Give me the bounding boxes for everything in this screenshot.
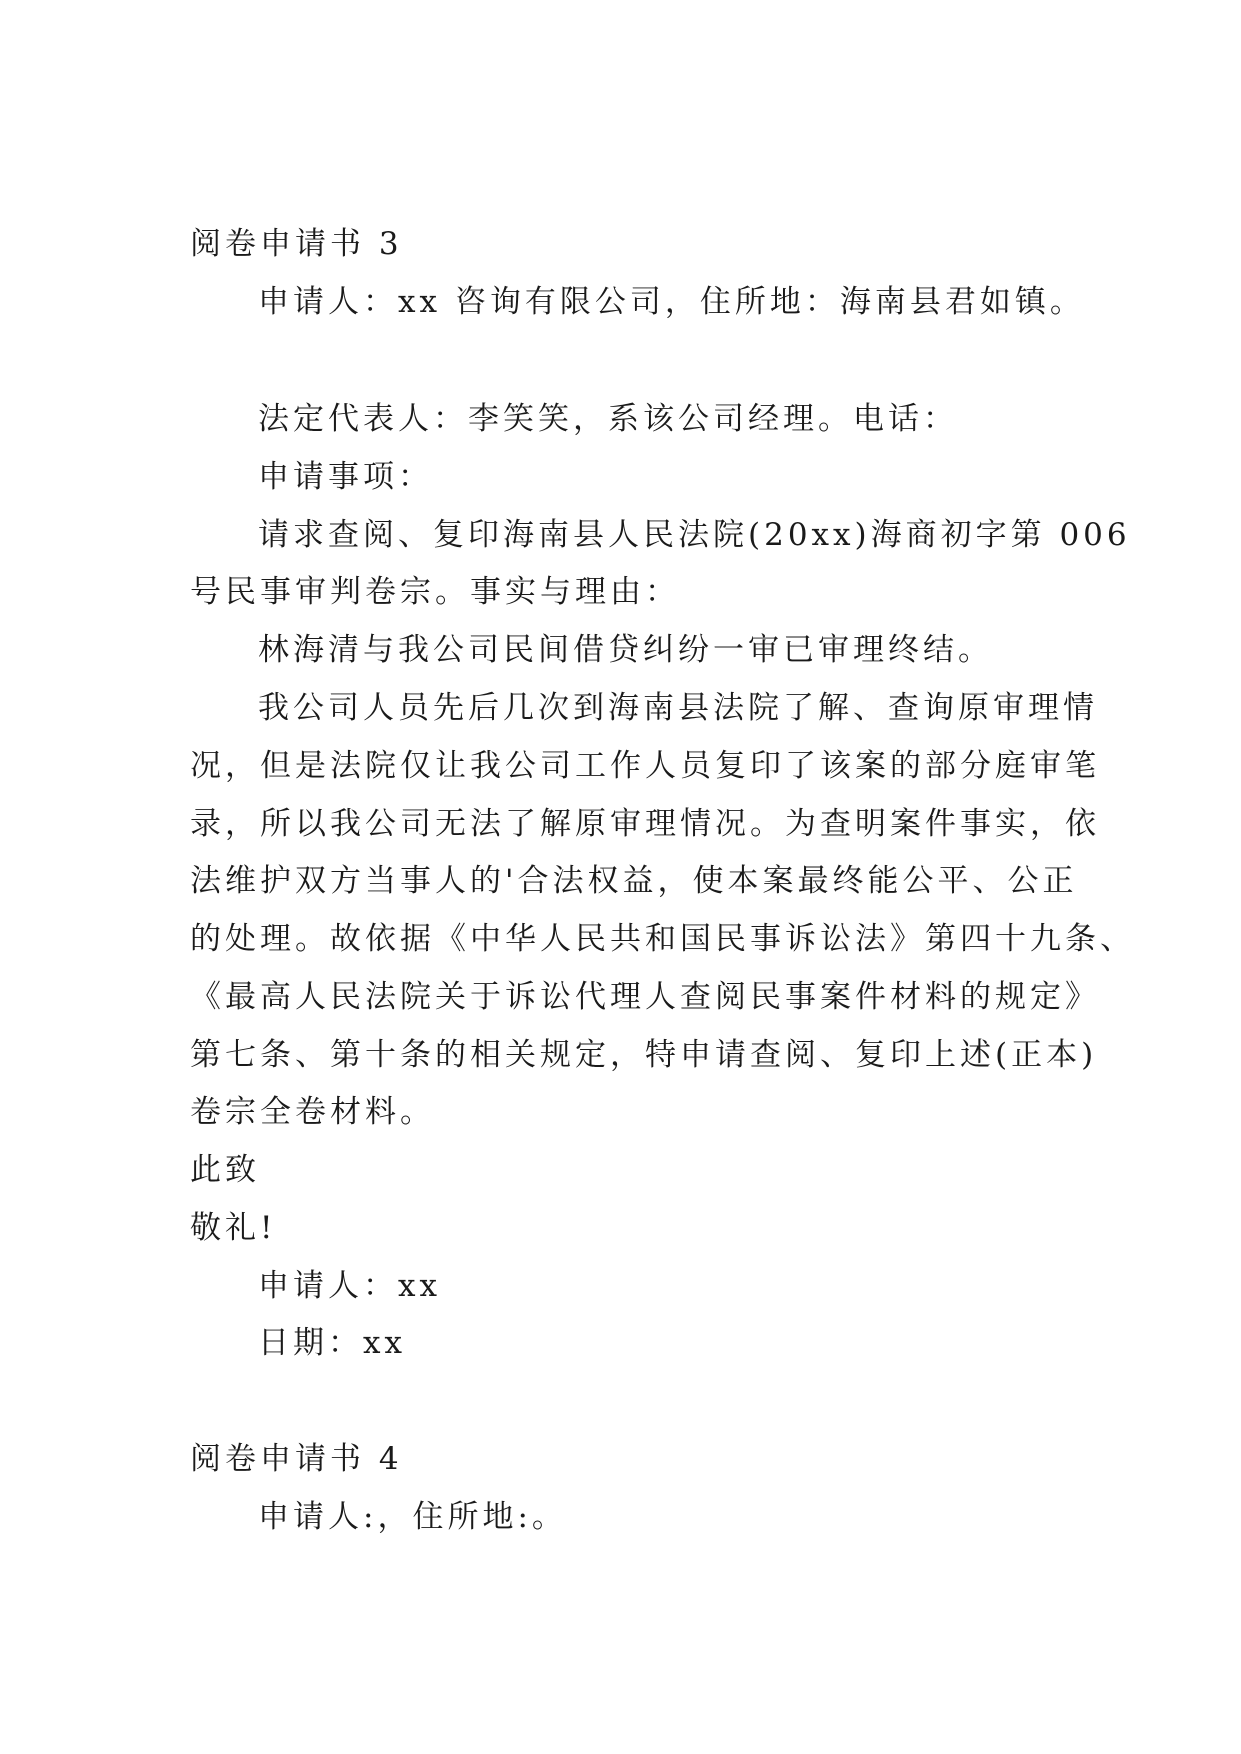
doc3-reason-line: 我公司人员先后几次到海南县法院了解、查询原审理情 (258, 690, 1098, 726)
doc3-fact1: 林海清与我公司民间借贷纠纷一审已审理终结。 (258, 632, 993, 668)
doc3-reason-line: 的处理。故依据《中华人民共和国民事诉讼法》第四十九条、 (190, 921, 1135, 957)
doc3-reason-line: 第七条、第十条的相关规定，特申请查阅、复印上述(正本) (190, 1037, 1098, 1073)
doc3-reason-line: 录，所以我公司无法了解原审理情况。为查明案件事实，依 (190, 806, 1100, 842)
doc3-reason-line: 法维护双方当事人的'合法权益，使本案最终能公平、公正 (190, 863, 1078, 899)
doc3-closing-2: 敬礼! (190, 1210, 277, 1246)
doc4-title: 阅卷申请书 4 (190, 1441, 403, 1477)
doc3-applicant: 申请人：xx 咨询有限公司，住所地：海南县君如镇。 (258, 284, 1085, 320)
doc3-request-line2: 号民事审判卷宗。事实与理由： (190, 574, 680, 610)
doc3-matters-label: 申请事项： (258, 459, 433, 495)
doc3-representative: 法定代表人：李笑笑，系该公司经理。电话： (258, 401, 958, 437)
doc3-sign-applicant: 申请人：xx (258, 1268, 441, 1304)
doc3-reason-line: 况，但是法院仅让我公司工作人员复印了该案的部分庭审笔 (190, 748, 1100, 784)
doc4-applicant: 申请人:，住所地:。 (258, 1499, 567, 1535)
doc3-reason-line: 卷宗全卷材料。 (190, 1094, 435, 1130)
doc3-sign-date: 日期：xx (258, 1325, 406, 1361)
doc3-closing-1: 此致 (190, 1152, 260, 1188)
doc3-request-line1: 请求查阅、复印海南县人民法院(20xx)海商初字第 006 (258, 517, 1131, 553)
doc3-title: 阅卷申请书 3 (190, 226, 403, 262)
doc3-reason-line: 《最高人民法院关于诉讼代理人查阅民事案件材料的规定》 (190, 979, 1100, 1015)
